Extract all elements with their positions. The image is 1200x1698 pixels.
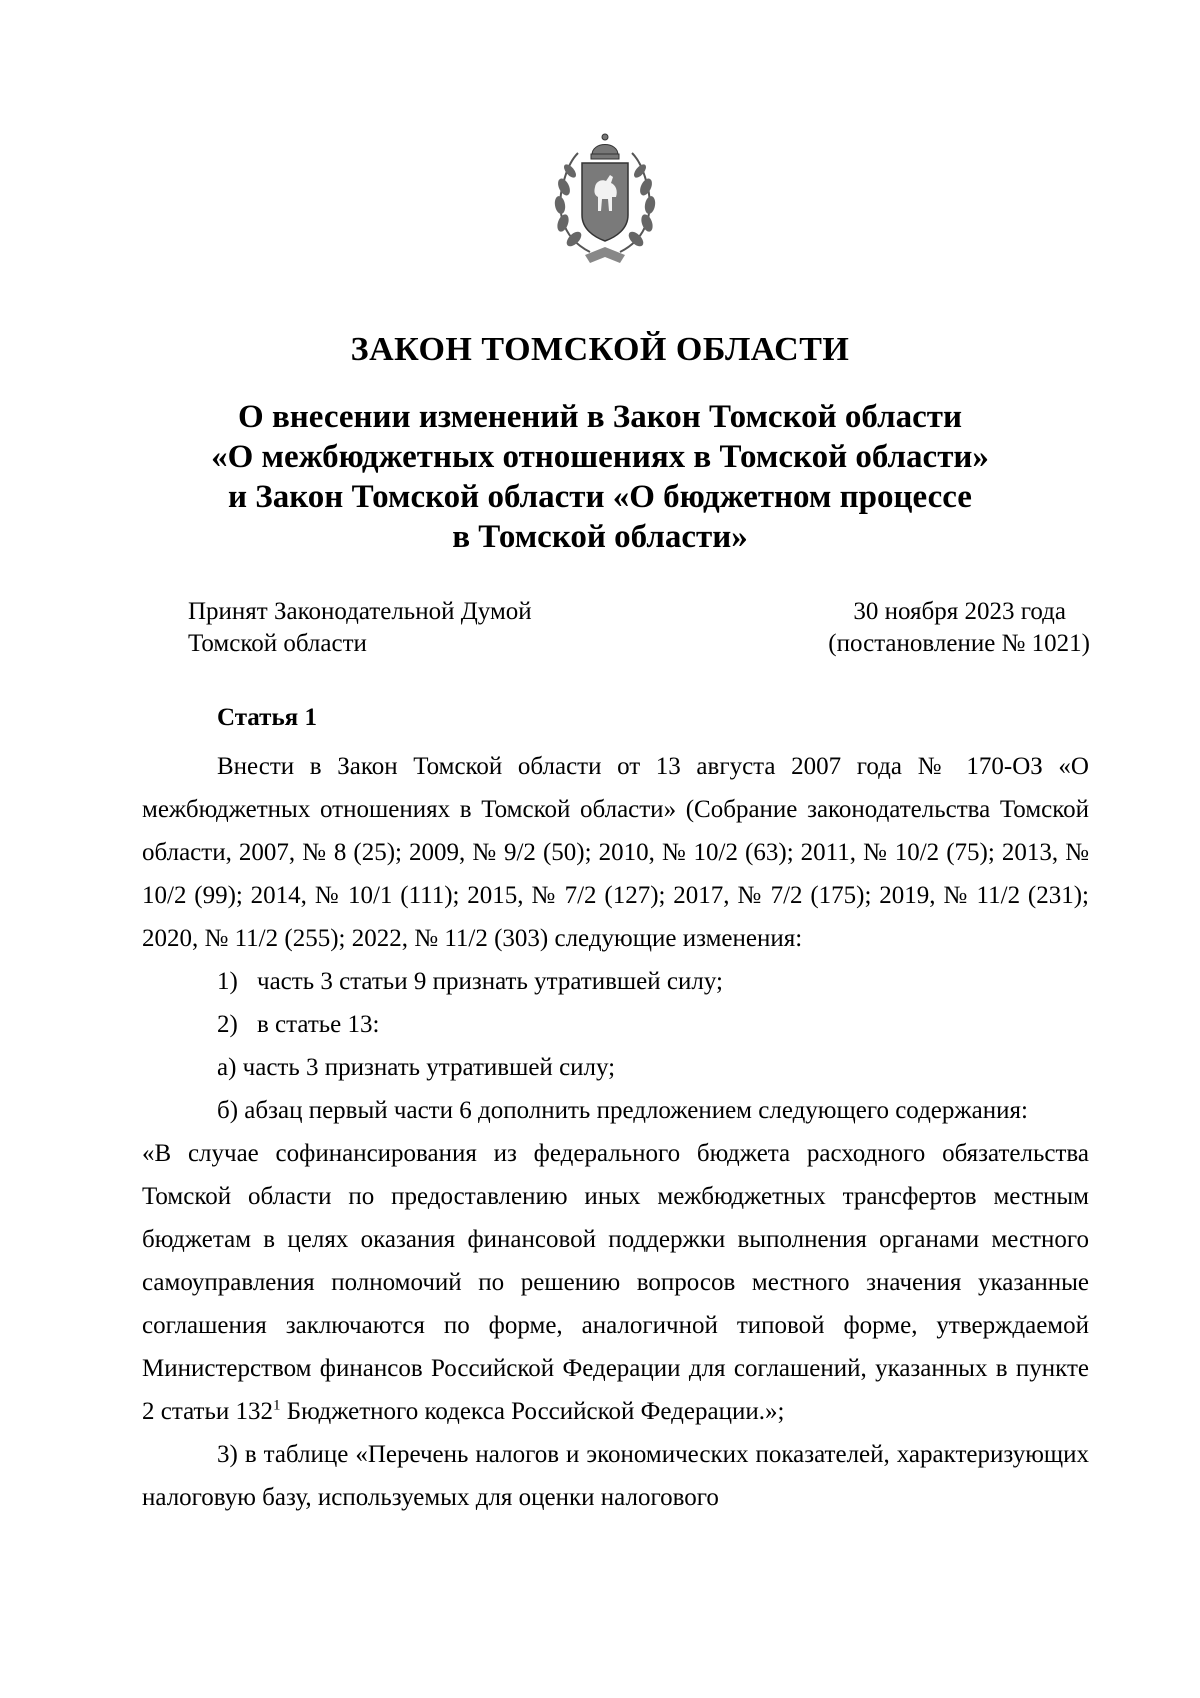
- item-number: 1): [217, 968, 238, 995]
- sub-item: б) абзац первый части 6 дополнить предложением следующего содержания:: [217, 1097, 1028, 1124]
- law-subtitle: [100, 397, 1100, 557]
- superscript: 1: [272, 1397, 281, 1414]
- article-body: [142, 745, 1089, 1519]
- quote-text: «В случае софинансирования из федерального бюджета расходного обязательства Томской области по предоставлению иных межбюджетных трансфертов местным бюджетам в целях оказания финансовой поддержки выполнения органами местного самоуправления полномочий по решению вопросов местного значения указанные соглашения заключаются по форме, аналогичной типовой форме, утверждаемой Министерством финансов Российской Федерации для соглашений, указанных в пункте 2 статьи 132: [142, 1140, 1089, 1425]
- law-title: ЗАКОН ТОМСКОЙ ОБЛАСТИ: [350, 331, 850, 368]
- adopted-by-line: Принят Законодательной Думой: [188, 598, 532, 625]
- subtitle-line: в Томской области»: [452, 519, 748, 555]
- adoption-details: [828, 596, 1090, 660]
- resolution-number: (постановление № 1021): [828, 630, 1090, 657]
- article-heading: Статья 1: [217, 704, 317, 731]
- quote-text-end: Бюджетного кодекса Российской Федерации.»;: [280, 1398, 785, 1425]
- intro-paragraph: Внести в Закон Томской области от 13 августа 2007 года № 170-ОЗ «О межбюджетных отношениях в Томской области» (Собрание законодательства Томской области, 2007, № 8 (25); 2009, № 9/2 (50); 2010, № 10/2 (63); 2011, № 10/2 (75); 2013, № 10/2 (99); 2014, № 10/1 (111); 2015, № 7/2 (127); 2017, № 7/2 (175); 2019, № 11/2 (231); 2020, № 11/2 (255); 2022, № 11/2 (303) следующие изменения:: [142, 753, 1089, 952]
- coat-of-arms-icon: [550, 127, 660, 267]
- subtitle-line: «О межбюджетных отношениях в Томской области»: [211, 439, 989, 475]
- item-text: часть 3 статьи 9 признать утратившей силу;: [257, 968, 723, 995]
- quoted-amendment: [142, 1132, 1089, 1433]
- item-text: в статье 13:: [257, 1011, 380, 1038]
- subtitle-line: О внесении изменений в Закон Томской области: [238, 399, 962, 435]
- subtitle-line: и Закон Томской области «О бюджетном процессе: [228, 479, 972, 515]
- list-item: 3) в таблице «Перечень налогов и экономических показателей, характеризующих налоговую базу, используемых для оценки налогового: [142, 1441, 1089, 1511]
- item-number: 2): [217, 1011, 238, 1038]
- adoption-date: 30 ноября 2023 года: [853, 598, 1066, 625]
- list-item: [142, 960, 1089, 1003]
- adopted-by-line: Томской области: [188, 630, 367, 657]
- adopted-by: [188, 596, 532, 660]
- list-item: [142, 1003, 1089, 1046]
- sub-item: а) часть 3 признать утратившей силу;: [217, 1054, 616, 1081]
